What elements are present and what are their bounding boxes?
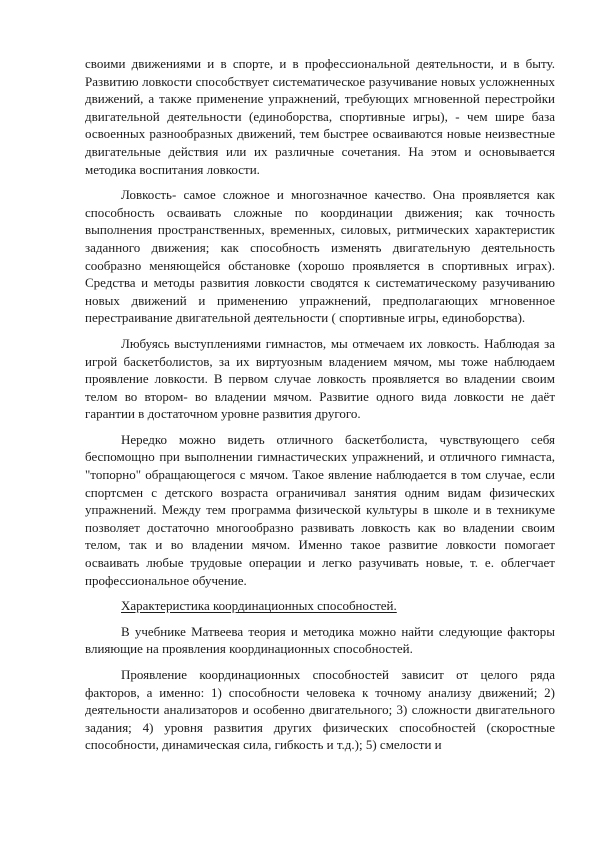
paragraph-coordination-factors: Проявление координационных способностей зависит от целого ряда факторов, а именно: 1) способности человека к точному анализу движений; 2) деятельности анализаторов и особенно двигательного; 3) сложности двигательного задания; 4) уровня развития других физических способностей (скоростные способности, динамическая сила, гибкость и т.д.); 5) смелости и [85, 667, 555, 753]
section-heading [85, 597, 555, 615]
paragraph-gymnasts-example: Любуясь выступлениями гимнастов, мы отмечаем их ловкость. Наблюдая за игрой баскетболистов, за их виртуозным владением мячом, мы тоже наблюдаем проявление ловкости. В первом случае ловкость проявляется во владении своим телом во втором- во владении мячом. Развитие одного вида ловкости не даёт гарантии в достаточном уровне развития другого. [85, 335, 555, 422]
paragraph-matveev-textbook: В учебнике Матвеева теория и методика можно найти следующие факторы влияющие на проявления координационных способностей. [85, 623, 555, 657]
paragraph-agility-definition: Ловкость- самое сложное и многозначное качество. Она проявляется как способность осваивать сложные по координации движения; как точность выполнения пространственных, временных, силовых, ритмических характеристик заданного движения; как способность изменять двигательную деятельность сообразно меняющейся обстановке (хорошо проявляется в спортивных играх). Средства и методы развития ловкости сводятся к систематическому разучиванию новых движений и применению упражнений, предполагающих мгновенное перестраивание двигательной деятельности ( спортивные игры, единоборства). [85, 187, 555, 326]
paragraph-continuation: своими движениями и в спорте, и в профессиональной деятельности, и в быту. Развитию ловкости способствует систематическое разучивание новых усложненных движений, а также применение упражнений, требующих мгновенной перестройки двигательной деятельности (единоборства, спортивные игры), - чем шире база освоенных разнообразных движений, тем быстрее осваиваются новые неизвестные двигательные действия или их различные сочетания. На этом и основывается методика воспитания ловкости. [85, 56, 555, 177]
section-heading-text: Характеристика координационных способностей. [121, 598, 397, 614]
document-page [85, 55, 555, 762]
paragraph-basketball-example: Нередко можно видеть отличного баскетболиста, чувствующего себя беспомощно при выполнении гимнастических упражнений, и отличного гимнаста, "топорно" обращающегося с мячом. Такое явление наблюдается в том случае, если спортсмен с детского возраста ограничивал занятия одним видам физических упражнений. Между тем программа физической культуры в школе и в техникуме позволяет достаточно многообразно развивать ловкость как во владении своим телом, так и во владении мячом. Именно такое развитие ловкости помогает осваивать любые трудовые операции и легко разучивать новые, т. е. облегчает профессиональное обучение. [85, 431, 555, 588]
